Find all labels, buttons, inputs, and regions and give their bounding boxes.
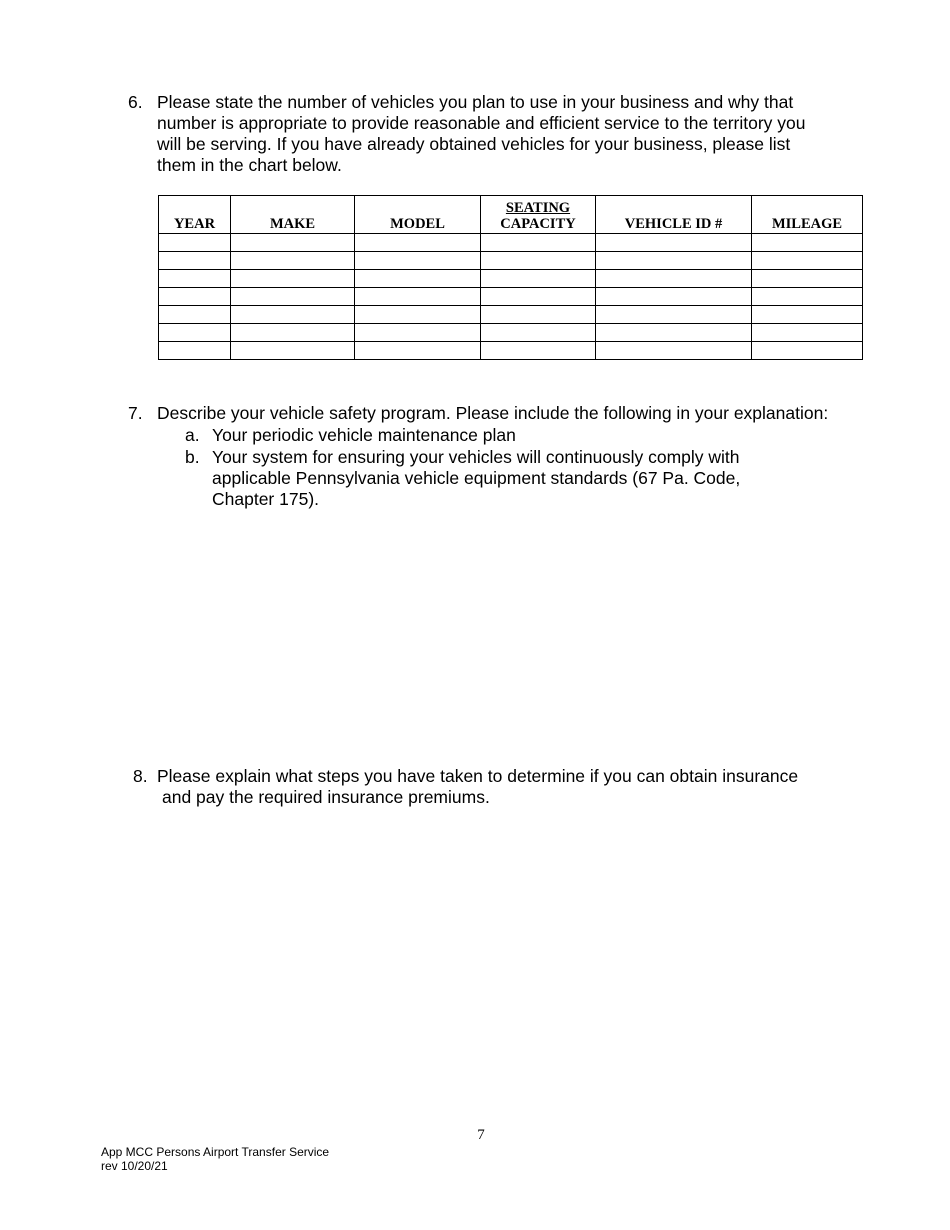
question-6-line: Please state the number of vehicles you plan to use in your business and why that [157, 92, 794, 112]
cell-mileage[interactable] [752, 288, 863, 306]
cell-vehicle-id[interactable] [596, 234, 752, 252]
cell-make[interactable] [231, 270, 355, 288]
table-row [159, 324, 863, 342]
cell-year[interactable] [159, 342, 231, 360]
cell-model[interactable] [355, 270, 481, 288]
cell-make[interactable] [231, 306, 355, 324]
cell-seating-capacity[interactable] [481, 342, 596, 360]
cell-make[interactable] [231, 288, 355, 306]
cell-make[interactable] [231, 342, 355, 360]
question-8-text [157, 766, 798, 808]
cell-vehicle-id[interactable] [596, 306, 752, 324]
cell-year[interactable] [159, 234, 231, 252]
question-6-number: 6. [128, 92, 143, 112]
question-6-line: will be serving. If you have already obtained vehicles for your business, please list [157, 134, 791, 154]
cell-mileage[interactable] [752, 270, 863, 288]
seating-label: SEATING [505, 200, 571, 216]
item-b-line: Your system for ensuring your vehicles will continuously comply with [212, 447, 740, 467]
question-8-line: and pay the required insurance premiums. [162, 787, 490, 807]
cell-seating-capacity[interactable] [481, 306, 596, 324]
cell-model[interactable] [355, 252, 481, 270]
table-row [159, 342, 863, 360]
cell-mileage[interactable] [752, 252, 863, 270]
vehicle-table [158, 195, 863, 360]
cell-mileage[interactable] [752, 342, 863, 360]
cell-year[interactable] [159, 270, 231, 288]
item-a-text: Your periodic vehicle maintenance plan [212, 425, 516, 445]
column-header-model: MODEL [355, 196, 481, 234]
question-7-text: Describe your vehicle safety program. Please include the following in your explanation: [157, 403, 829, 423]
vehicle-table-header-row [159, 196, 863, 234]
cell-vehicle-id[interactable] [596, 324, 752, 342]
question-7-number: 7. [128, 403, 143, 423]
item-b-line: applicable Pennsylvania vehicle equipment standards (67 Pa. Code, [212, 468, 741, 488]
item-b-line: Chapter 175). [212, 489, 320, 509]
table-row [159, 234, 863, 252]
table-row [159, 270, 863, 288]
item-a-marker: a. [185, 425, 200, 445]
cell-mileage[interactable] [752, 324, 863, 342]
column-header-year: YEAR [159, 196, 231, 234]
cell-year[interactable] [159, 252, 231, 270]
question-8-number: 8. [133, 766, 148, 786]
cell-seating-capacity[interactable] [481, 288, 596, 306]
question-6-line: them in the chart below. [157, 155, 342, 175]
table-row [159, 252, 863, 270]
cell-vehicle-id[interactable] [596, 252, 752, 270]
cell-mileage[interactable] [752, 306, 863, 324]
column-header-mileage: MILEAGE [752, 196, 863, 234]
cell-model[interactable] [355, 342, 481, 360]
question-8-line: Please explain what steps you have taken to determine if you can obtain insurance [157, 766, 799, 786]
column-header-vehicle-id: VEHICLE ID # [596, 196, 752, 234]
question-6-line: number is appropriate to provide reasonable and efficient service to the territory you [157, 113, 806, 133]
cell-model[interactable] [355, 324, 481, 342]
table-row [159, 288, 863, 306]
item-b-marker: b. [185, 447, 200, 467]
capacity-label: CAPACITY [500, 216, 576, 232]
cell-make[interactable] [231, 234, 355, 252]
footer-title: App MCC Persons Airport Transfer Service [101, 1145, 330, 1159]
cell-year[interactable] [159, 324, 231, 342]
cell-year[interactable] [159, 288, 231, 306]
cell-make[interactable] [231, 324, 355, 342]
cell-year[interactable] [159, 306, 231, 324]
cell-vehicle-id[interactable] [596, 270, 752, 288]
cell-vehicle-id[interactable] [596, 342, 752, 360]
table-row [159, 306, 863, 324]
cell-seating-capacity[interactable] [481, 270, 596, 288]
cell-make[interactable] [231, 252, 355, 270]
cell-model[interactable] [355, 234, 481, 252]
cell-seating-capacity[interactable] [481, 234, 596, 252]
column-header-seating-capacity [481, 196, 596, 234]
cell-seating-capacity[interactable] [481, 324, 596, 342]
cell-mileage[interactable] [752, 234, 863, 252]
cell-vehicle-id[interactable] [596, 288, 752, 306]
column-header-make: MAKE [231, 196, 355, 234]
page-number: 7 [477, 1127, 485, 1143]
cell-seating-capacity[interactable] [481, 252, 596, 270]
question-6-text [157, 92, 806, 176]
cell-model[interactable] [355, 288, 481, 306]
footer-revision: rev 10/20/21 [101, 1159, 168, 1173]
footer [101, 1145, 329, 1173]
cell-model[interactable] [355, 306, 481, 324]
